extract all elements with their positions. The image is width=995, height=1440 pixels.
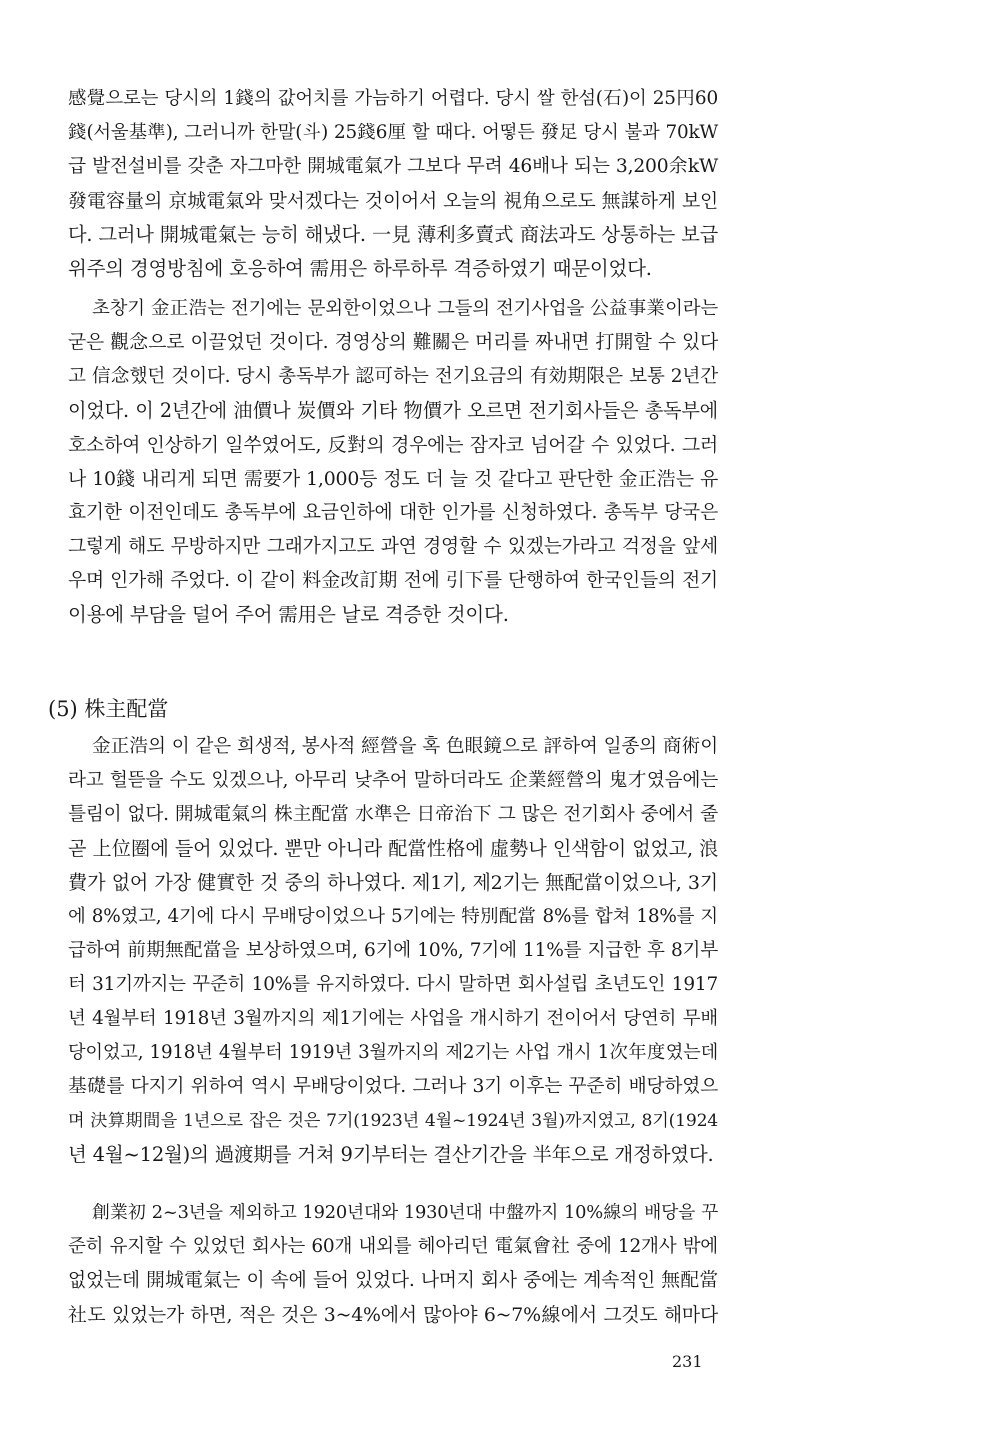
text-line: 社도 있었는가 하면, 적은 것은 3~4%에서 많아야 6~7%線에서 그것도 해마다 xyxy=(68,1304,718,1326)
text-line: 년 4월부터 1918년 3월까지의 제1기에는 사업을 개시하기 전이어서 당연히 무배 xyxy=(68,1008,718,1029)
text-line: 며 決算期間을 1년으로 잡은 것은 7기(1923년 4월~1924년 3월)까지였고, 8기(1924 xyxy=(68,1111,718,1131)
text-line: 라고 헐뜯을 수도 있겠으나, 아무리 낮추어 말하더라도 企業經營의 鬼才였음에는 xyxy=(68,770,718,791)
paragraph-3 xyxy=(68,730,718,1172)
text-line: 錢(서울基準), 그러니까 한말(斗) 25錢6厘 할 때다. 어떻든 發足 당시 불과 70kW xyxy=(68,122,718,143)
text-line: 나 10錢 내리게 되면 需要가 1,000등 정도 더 늘 것 같다고 판단한 金正浩는 유 xyxy=(68,468,718,490)
section-heading: (5) 株主配當 xyxy=(48,697,169,721)
text-line: 급하여 前期無配當을 보상하였으며, 6기에 10%, 7기에 11%를 지급한 후 8기부 xyxy=(68,940,718,961)
text-line: 굳은 觀念으로 이끌었던 것이다. 경영상의 難關은 머리를 짜내면 打開할 수 있다 xyxy=(68,332,718,353)
text-line: 고 信念했던 것이다. 당시 총독부가 認可하는 전기요금의 有効期限은 보통 2년간 xyxy=(68,366,718,387)
text-line: 당이었고, 1918년 4월부터 1919년 3월까지의 제2기는 사업 개시 1次年度였는데 xyxy=(68,1042,718,1063)
text-line: 이용에 부담을 덜어 주어 需用은 날로 격증한 것이다. xyxy=(68,603,509,626)
text-line: 그렇게 해도 무방하지만 그래가지고도 과연 경영할 수 있겠는가라고 걱정을 앞세 xyxy=(68,536,718,557)
page-number: 231 xyxy=(672,1352,703,1371)
text-line: 創業初 2~3년을 제외하고 1920년대와 1930년대 中盤까지 10%線의 배당을 꾸 xyxy=(92,1202,718,1223)
paragraph-4 xyxy=(68,1196,718,1332)
text-line: 金正浩의 이 같은 희생적, 봉사적 經營을 혹 色眼鏡으로 評하여 일종의 商術이 xyxy=(92,736,718,757)
text-line: 틀림이 없다. 開城電氣의 株主配當 水準은 日帝治下 그 많은 전기회사 중에서 줄 xyxy=(68,804,718,825)
text-line: 이었다. 이 2년간에 油價나 炭價와 기타 物價가 오르면 전기회사들은 총독부에 xyxy=(68,399,718,422)
text-line: 費가 없어 가장 健實한 것 중의 하나였다. 제1기, 제2기는 無配當이었으나, 3기 xyxy=(68,872,718,894)
text-line: 곧 上位圈에 들어 있었다. 뿐만 아니라 配當性格에 虛勢나 인색함이 없었고, 浪 xyxy=(68,837,718,860)
paragraph-2 xyxy=(68,292,718,632)
paragraph-1 xyxy=(68,82,718,286)
text-line: 發電容量의 京城電氣와 맞서겠다는 것이어서 오늘의 視角으로도 無謀하게 보인 xyxy=(68,190,718,212)
text-line: 위주의 경영방침에 호응하여 需用은 하루하루 격증하였기 때문이었다. xyxy=(68,257,652,280)
text-line: 효기한 이전인데도 총독부에 요금인하에 대한 인가를 신청하였다. 총독부 당국은 xyxy=(68,502,718,523)
text-line: 基礎를 다지기 위하여 역시 무배당이었다. 그러나 3기 이후는 꾸준히 배당하였으 xyxy=(68,1076,718,1097)
text-line: 호소하여 인상하기 일쑤였어도, 反對의 경우에는 잠자코 넘어갈 수 있었다. 그러 xyxy=(68,434,718,456)
text-line: 준히 유지할 수 있었던 회사는 60개 내외를 헤아리던 電氣會社 중에 12개사 밖에 xyxy=(68,1236,718,1257)
text-line: 다. 그러나 開城電氣는 능히 해냈다. 一見 薄利多賣式 商法과도 상통하는 보급 xyxy=(68,223,718,246)
text-line: 없었는데 開城電氣는 이 속에 들어 있었다. 나머지 회사 중에는 계속적인 無配當 xyxy=(68,1270,718,1291)
text-line: 感覺으로는 당시의 1錢의 값어치를 가늠하기 어렵다. 당시 쌀 한섬(石)이 25円60 xyxy=(68,88,718,109)
text-line: 우며 인가해 주었다. 이 같이 料金改訂期 전에 引下를 단행하여 한국인들의 전기 xyxy=(68,570,718,591)
text-line: 터 31기까지는 꾸준히 10%를 유지하였다. 다시 말하면 회사설립 초년도인 1917 xyxy=(68,974,718,995)
text-line: 에 8%였고, 4기에 다시 무배당이었으나 5기에는 特別配當 8%를 합쳐 18%를 지 xyxy=(68,906,718,927)
text-line: 급 발전설비를 갖춘 자그마한 開城電氣가 그보다 무려 46배나 되는 3,200余kW xyxy=(68,156,718,177)
text-line: 년 4월~12월)의 過渡期를 거쳐 9기부터는 결산기간을 半年으로 개정하였다. xyxy=(68,1143,714,1166)
text-line: 초창기 金正浩는 전기에는 문외한이었으나 그들의 전기사업을 公益事業이라는 xyxy=(92,298,718,319)
